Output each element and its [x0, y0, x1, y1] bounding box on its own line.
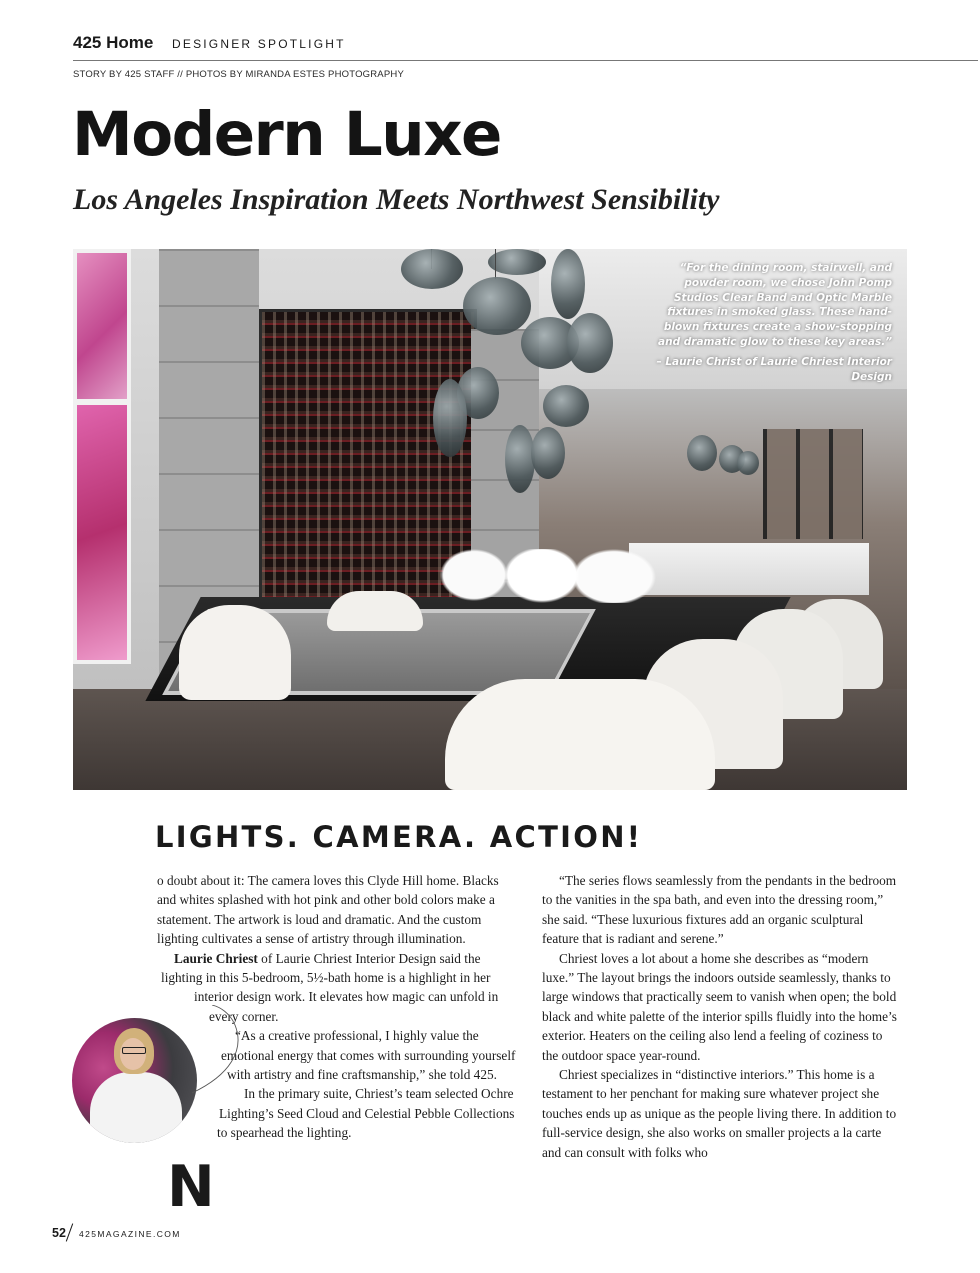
designer-quote: “For the dining room, stairwell, and powder room, we chose John Pomp Studios Clear Band and Optic Marble fixtures in smoked glass. These hand-blown fixtures create a show-stopping and dramatic glow to these key areas.” — [658, 262, 892, 348]
story-credits: STORY BY 425 STAFF // PHOTOS BY MIRANDA ESTES PHOTOGRAPHY — [73, 69, 404, 80]
kitchen-window — [763, 429, 863, 539]
paragraph-5: “The series flows seamlessly from the pendants in the bedroom to the vanities in the spa bath, and even into the dressing room,” she said. “These luxurious fixtures add an organic sculptural feature that is radiant and serene.” — [542, 873, 897, 947]
glass-pendant — [567, 313, 613, 373]
glass-pendant — [433, 379, 467, 457]
kitchen-pendant — [687, 435, 717, 471]
pink-artwork-top — [73, 249, 131, 403]
drop-cap: N — [167, 1153, 215, 1220]
magazine-brand: 425 Home — [73, 33, 154, 52]
glass-pendant — [551, 249, 585, 319]
paragraph-6: Chriest loves a lot about a home she describes as “modern luxe.” The layout brings the indoors outside seamlessly, thanks to large windows that practically seem to vanish when open; the bold black and white palette of the interior spills fluidly into the home’s exterior. Heaters on the ceiling also lend a feeling of coziness to the outdoor space year-round. — [542, 950, 897, 1063]
quote-attribution: – Laurie Christ of Laurie Chriest Interior Design — [656, 356, 892, 383]
marble-island — [629, 543, 869, 595]
portrait-glasses — [122, 1047, 146, 1054]
article-title: Modern Luxe — [72, 99, 501, 170]
footer-slash — [66, 1223, 73, 1241]
glass-pendant — [531, 427, 565, 479]
kitchen-pendant — [737, 451, 759, 475]
dining-chair — [445, 679, 715, 790]
pendant-wire — [495, 249, 496, 279]
column-spacer — [157, 987, 161, 1006]
paragraph-3: “As a creative professional, I highly value the emotional energy that comes with surrounding yourself with artistry and fine craftsmanship,” she told 425. — [221, 1028, 516, 1083]
paragraph-4: In the primary suite, Chriest’s team selected Ochre Lighting’s Seed Cloud and Celestial Pebble Collections to spearhead the lighting. — [217, 1086, 515, 1141]
dining-chair — [327, 591, 423, 631]
callout-connector-line — [190, 1005, 260, 1095]
glass-pendant — [488, 249, 546, 275]
glass-pendant — [401, 249, 463, 289]
portrait-body — [90, 1072, 182, 1143]
page-number: 52 — [52, 1226, 66, 1240]
designer-name: Laurie Chriest — [174, 950, 258, 966]
article-subtitle: Los Angeles Inspiration Meets Northwest Sensibility — [73, 183, 720, 216]
designer-portrait — [72, 1018, 197, 1143]
glass-pendant — [463, 277, 531, 335]
body-column-right — [542, 871, 898, 1162]
glass-pendant — [543, 385, 589, 427]
paragraph-1: o doubt about it: The camera loves this Clyde Hill home. Blacks and whites splashed with hot pink and other bold colors make a statement. The artwork is loud and dramatic. And the custom lighting cultivates a sense of artistry through illumination. — [157, 873, 499, 947]
column-spacer — [157, 1006, 194, 1025]
column-spacer — [157, 1162, 167, 1181]
paragraph-2: of Laurie Chriest Interior Design said the lighting in this 5-bedroom, 5½-bath home is a highlight in her interior design work. It elevates how magic can unfold in every corner. — [161, 950, 499, 1024]
dining-room-photo — [73, 249, 907, 790]
section-label: DESIGNER SPOTLIGHT — [172, 37, 346, 51]
dining-chair — [179, 605, 291, 700]
section-heading: LIGHTS. CAMERA. ACTION! — [155, 820, 643, 854]
portrait-face — [120, 1038, 146, 1070]
white-rose-arrangements — [438, 549, 658, 603]
running-header — [73, 33, 978, 61]
paragraph-7: Chriest specializes in “distinctive interiors.” This home is a testament to her penchant for making sure whatever project she touches ends up as unique as the people living there. In addition to full-service design, she also works on smaller projects a la carte and can consult with folks who — [542, 1067, 897, 1160]
pink-artwork-bottom — [73, 401, 131, 664]
magazine-website: 425MAGAZINE.COM — [79, 1229, 181, 1239]
